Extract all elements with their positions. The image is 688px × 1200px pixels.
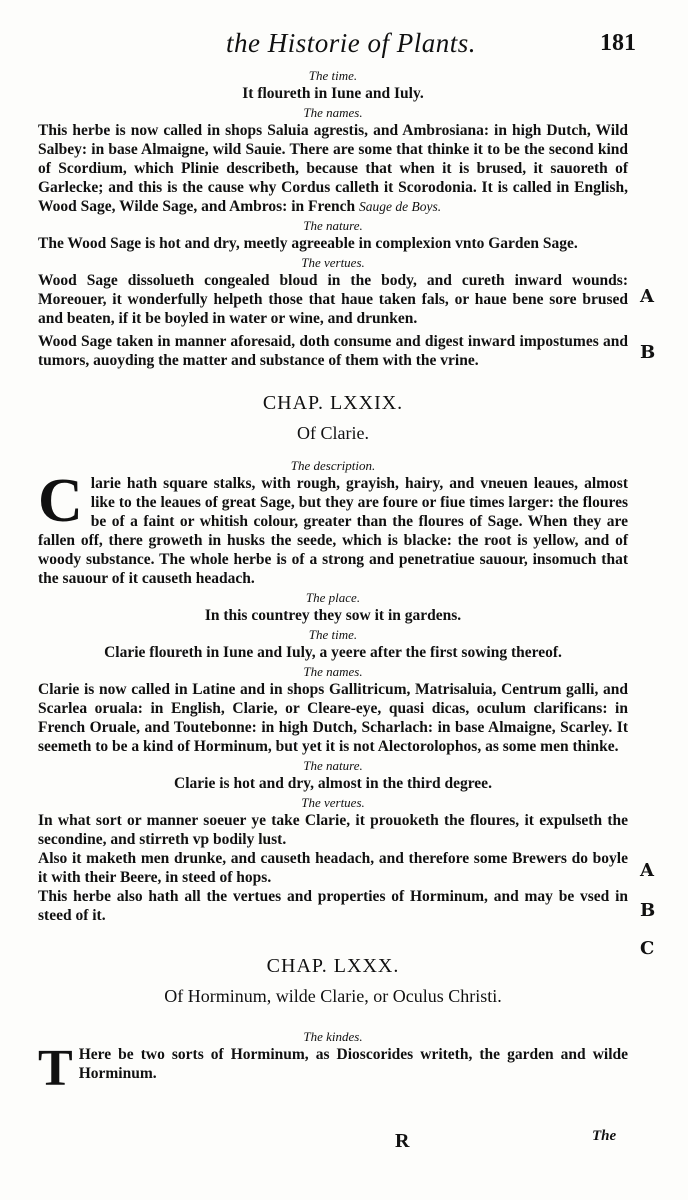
names-paragraph [38,121,628,216]
nature-text: The Wood Sage is hot and dry, meetly agreeable in complexion vnto Garden Sage. [38,235,578,252]
section-heading-description: The description. [290,458,376,473]
description-paragraph [38,467,628,588]
page-header [0,28,688,64]
vertue-a-text: Wood Sage dissolueth congealed bloud in the body, and cureth inward wounds: Moreouer, it wonderfully helpeth those that haue taken fals, or haue bene sore brused and beaten, if it be boyled in water or wine, and drunken. [38,272,628,327]
margin-letter-b: B [640,342,656,363]
margin-letter-c-79: C [640,938,655,959]
time-text: It floureth in Iune and Iuly. [242,85,424,102]
signature-mark: R [395,1130,410,1152]
time-text-79: Clarie floureth in Iune and Iuly, a yeere after the first sowing thereof. [104,644,562,661]
section-heading-time: The time. [308,68,358,83]
names-text-79: Clarie is now called in Latine and in shops Gallitricum, Matrisaluia, Centrum galli, and Scarlea oruala: in English, Clarie, or Cleare-eye, quasi dicas, oculum clarificans: in French Oruale, and Toutebonne: in high Dutch, Scharlach: in base Almaigne, Scarley. It seemeth to be a kind of Horminum, but yet it is not Alectorolophos, as some men thinke. [38,681,628,755]
page-number: 181 [600,30,636,56]
french-name: Sauge de Boys. [358,199,442,214]
chapter-heading-80: CHAP. LXXX. [266,955,400,977]
section-heading-time-79: The time. [308,627,358,642]
running-title: the Historie of Plants. [226,28,476,58]
names-text: This herbe is now called in shops Saluia agrestis, and Ambrosiana: in high Dutch, Wild Salbey: in base Almaigne, wild Sauie. There are some that thinke it to be the second kind of Scordium, which Plinie describeth, because that when it is brused, it sauoreth of Garlecke; and this is the cause why Cordus calleth it Scorodonia. It is called in English, Wood Sage, Wilde Sage, and Ambros: in French [38,122,628,215]
section-heading-kindes: The kindes. [303,1029,363,1044]
section-heading-vertues-79: The vertues. [301,795,365,810]
vertue-b-text: Wood Sage taken in manner aforesaid, doth consume and digest inward impostumes and tumors, auoyding the matter and substance of them with the vrine. [38,333,628,369]
section-heading-place: The place. [305,590,361,605]
margin-letter-b-79: B [640,900,656,921]
vertue-a-79: In what sort or manner soeuer ye take Clarie, it prouoketh the floures, it expulseth the secondine, and stirreth vp bodily lust. [38,812,628,848]
section-heading-nature-79: The nature. [303,758,363,773]
description-text: larie hath square stalks, with rough, grayish, hairy, and vneuen leaues, almost like to the leaues of great Sage, but they are foure or fiue times larger: the floures be of a faint or whitish colour, greater than the floures of Sage. When they are fallen off, there groweth in husks the seede, which is blacke: the root is yellow, and of woody substance. The whole herbe is of a strong and penetratiue sauour, insomuch that the sauour of it causeth headach. [38,475,628,587]
catchword: The [592,1128,617,1144]
section-heading-nature: The nature. [303,218,363,233]
place-text: In this countrey they sow it in gardens. [204,607,462,624]
page-body [38,66,628,1097]
section-heading-vertues: The vertues. [301,255,365,270]
margin-letter-a-79: A [640,860,654,881]
vertue-b-79: Also it maketh men drunke, and causeth headach, and therefore some Brewers do boyle it with their Beere, in steed of hops. [38,850,628,886]
chapter-title-79: Of Clarie. [297,423,369,443]
drop-capital-t: T [38,1040,73,1097]
chapter-title-80: Of Horminum, wilde Clarie, or Oculus Christi. [164,986,502,1006]
kindes-text: Here be two sorts of Horminum, as Dioscorides writeth, the garden and wilde Horminum. [78,1046,628,1082]
nature-text-79: Clarie is hot and dry, almost in the third degree. [174,775,492,792]
chapter-heading-79: CHAP. LXXIX. [262,392,404,414]
drop-capital: C [38,467,83,535]
section-heading-names-79: The names. [303,664,363,679]
kindes-paragraph [38,1040,628,1097]
section-heading-names: The names. [303,105,363,120]
vertue-c-79: This herbe also hath all the vertues and properties of Horminum, and may be vsed in steed of it. [38,888,628,924]
margin-letter-a: A [640,286,654,307]
